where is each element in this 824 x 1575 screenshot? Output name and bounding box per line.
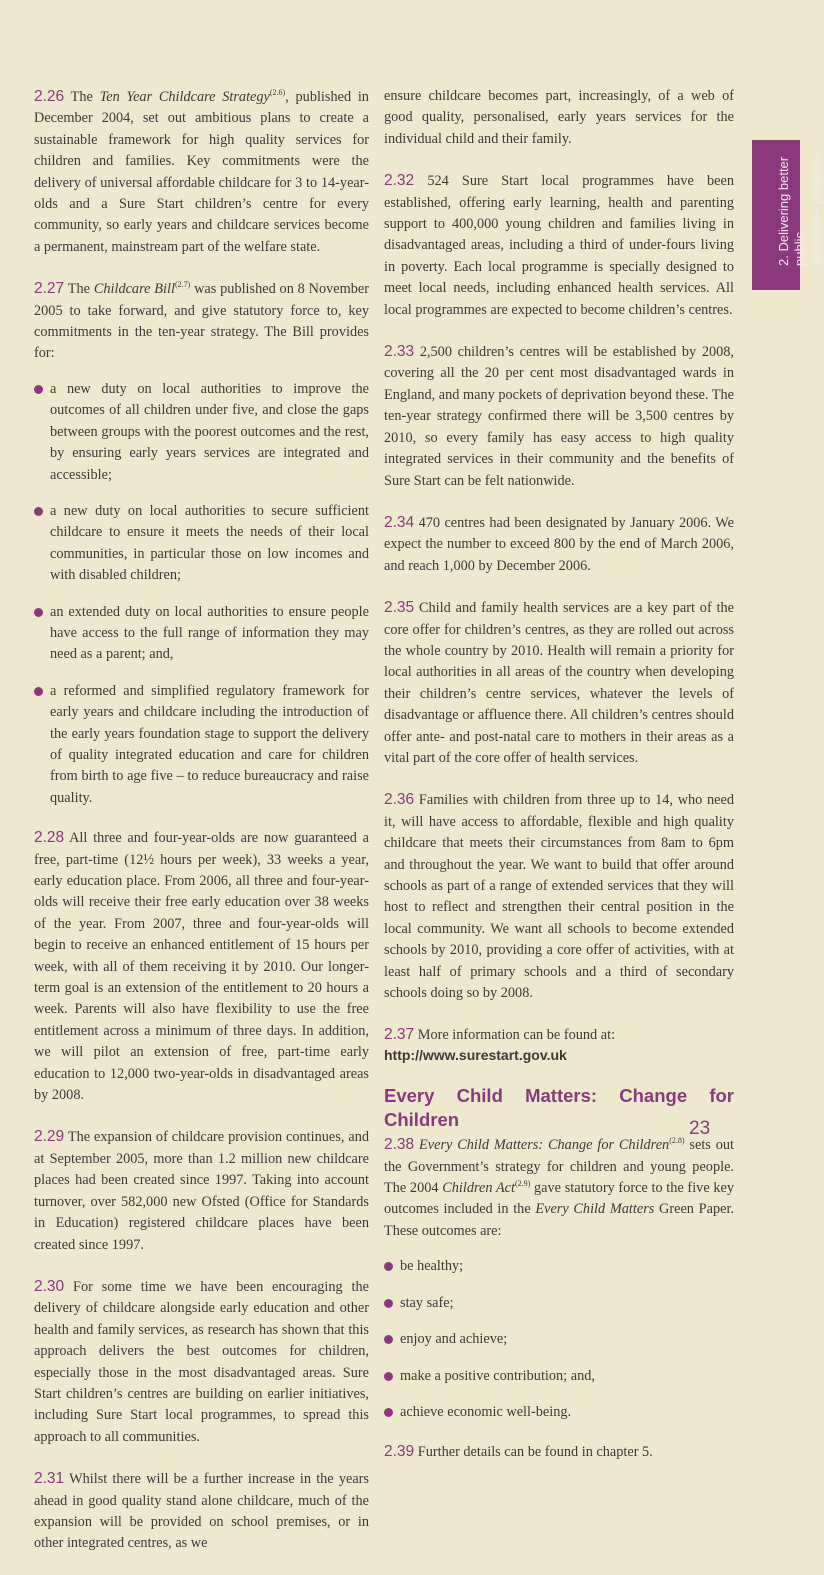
bullet-icon: [34, 385, 43, 394]
reference-marker: (2.6): [269, 88, 286, 98]
paragraph-2-33: 2.33 2,500 children’s centres will be established by 2008, covering all the 20 per cent most disadvantaged wards in England, and many pockets of deprivation beyond these. The ten-year strategy confirmed there will be 3,500 centres by 2010, so every family has easy access to high quality integrated services in their community and the benefits of Sure Start can be felt nationwide.: [384, 343, 734, 489]
paragraph-2-37: 2.37 More information can be found at:: [384, 1026, 616, 1044]
reference-marker: (2.7): [174, 280, 191, 290]
paragraph-2-31: 2.31 Whilst there will be a further increase in the years ahead in good quality stand alone childcare, much of the expansion will be provided on school premises, or in other integrated centres, as we: [34, 1470, 370, 1552]
publication-title: Every Child Matters: Change for Children: [419, 1137, 670, 1154]
paragraph-number: 2.33: [384, 343, 415, 361]
list-item: be healthy;: [384, 1256, 734, 1277]
left-column: [34, 86, 369, 1575]
paragraph-2-28: 2.28 All three and four-year-olds are now guaranteed a free, part-time (12½ hours per week), 33 weeks a year, early education place. From 2006, all three and four-year-olds will receive their free early education over 38 weeks of the year. From 2007, three and four-year-olds will begin to receive an enhanced entitlement of 15 hours per week, with all of them receiving it by 2010. Our longer-term goal is an extension of the entitlement to 20 hours a week. Parents will also have flexibility to use the free entitlement across a minimum of three days. In addition, we will pilot an extension of free, part-time early education to 12,000 two-year-olds in disadvantaged areas by 2008.: [34, 829, 369, 1104]
paragraph-number: 2.30: [34, 1277, 65, 1295]
paragraph-number: 2.27: [34, 280, 65, 298]
paragraph-number: 2.39: [384, 1443, 415, 1461]
publication-title: Childcare Bill: [93, 281, 175, 298]
paragraph-2-29: 2.29 The expansion of childcare provision continues, and at September 2005, more than 1.2 million new childcare places had been created since 1997. Taking into account turnover, over 582,000 new Ofsted (Office for Standards in Education) registered childcare places have been created since 1997.: [34, 1128, 369, 1253]
page-number: 23: [689, 1118, 711, 1139]
section-heading: Every Child Matters: Change for Children: [384, 1085, 734, 1131]
bullet-icon: [34, 507, 43, 516]
bullet-icon: [34, 608, 43, 617]
bullet-icon: [384, 1262, 393, 1271]
list-item: stay safe;: [384, 1293, 734, 1314]
list-item: an extended duty on local authorities to ensure people have access to the full range of information they may need as a parent; and,: [34, 602, 369, 666]
paragraph-2-35: 2.35 Child and family health services are a key part of the core offer for children’s centres, as they are rolled out across the whole country by 2010. Health will remain a priority for local authorities in all areas of the country when developing their children’s centre services, whatever the levels of disadvantage or affluence there. All children’s centres should offer ante- and post-natal care to mothers in their areas as a vital part of the core offer of health services.: [384, 599, 734, 766]
bullet-icon: [384, 1335, 393, 1344]
paragraph-number: 2.32: [384, 172, 415, 190]
publication-title: Ten Year Childcare Strategy: [99, 89, 270, 105]
paragraph-number: 2.28: [34, 829, 65, 847]
publication-title: Every Child Matters: [535, 1201, 655, 1218]
paragraph-number: 2.38: [384, 1136, 415, 1154]
outcomes-list: [384, 1256, 734, 1423]
right-column: [384, 86, 734, 1484]
bill-provisions-list: [34, 379, 369, 809]
paragraph-number: 2.37: [384, 1026, 415, 1044]
surestart-link[interactable]: http://www.surestart.gov.uk: [384, 1046, 567, 1063]
reference-marker: (2.8): [669, 1136, 685, 1146]
bullet-icon: [384, 1299, 393, 1308]
paragraph-2-27: 2.27 The Childcare Bill$^{(2.7)}$ was published on 8 November 2005 to take forward, and give statutory force to, key commitments in the ten-year strategy. The Bill provides for:: [34, 280, 369, 362]
paragraph-number: 2.29: [34, 1128, 65, 1146]
list-item: a new duty on local authorities to secure sufficient childcare to ensure it meets the needs of their local communities, in particular those on low incomes and with disabled children;: [34, 501, 369, 587]
list-item: a reformed and simplified regulatory framework for early years and childcare including the introduction of the early years foundation stage to support the delivery of quality integrated education and care for children from birth to age five – to reduce bureaucracy and raise quality.: [34, 681, 369, 809]
paragraph-number: 2.31: [34, 1470, 65, 1488]
list-item: enjoy and achieve;: [384, 1329, 734, 1350]
paragraph-2-31-continued: ensure childcare becomes part, increasingly, of a web of good quality, personalised, early years services for the individual child and their family.: [384, 88, 734, 147]
paragraph-number: 2.35: [384, 599, 415, 617]
list-item: achieve economic well-being.: [384, 1402, 734, 1423]
paragraph-number: 2.34: [384, 513, 415, 531]
paragraph-2-26: 2.26 The Ten Year Childcare Strategy$^{(2.6)}$, published in December 2004, set out ambitious plans to create a sustainable framework for high quality services for children and families. Key commitments were the delivery of universal affordable childcare for 3 to 14-year-olds and a Sure Start children’s centre for every community, so early years and childcare services become a permanent, mainstream part of the welfare state.: [34, 88, 369, 255]
paragraph-2-38: 2.38 Every Child Matters: Change for Children$^{(2.8)}$ sets out the Government’s strategy for children and young people. The 2004 Children Act$^{(2.9)}$ gave statutory force to the five key outcomes included in the Every Child Matters Green Paper. These outcomes are:: [384, 1136, 734, 1239]
paragraph-number: 2.36: [384, 791, 415, 809]
paragraph-2-32: 2.32 524 Sure Start local programmes have been established, offering early learning, health and parenting support to 400,000 young children and families living in disadvantaged areas, including a third of under-fours living in poverty. Each local programme is specially designed to meet local needs, including enhanced health services. All local programmes are expected to become children’s centres.: [384, 172, 734, 318]
bullet-icon: [384, 1408, 393, 1417]
list-item: a new duty on local authorities to improve the outcomes of all children under five, and close the gaps between groups with the poorest outcomes and the rest, by ensuring early years services are integrated and accessible;: [34, 379, 369, 486]
publication-title: Children Act: [442, 1180, 515, 1197]
bullet-icon: [34, 687, 43, 696]
reference-marker: (2.9): [515, 1179, 531, 1189]
paragraph-2-30: 2.30 For some time we have been encouraging the delivery of childcare alongside early education and other health and family services, as research has shown that this approach delivers the best outcomes for children, especially those in the most disadvantaged areas. Sure Start children’s centres are building on earlier initiatives, including Sure Start local programmes, to spread this approach to all communities.: [34, 1277, 369, 1445]
paragraph-number: 2.26: [34, 88, 65, 105]
chapter-side-tab: [752, 140, 823, 290]
chapter-side-tab-label: 2. Delivering better public services – progress: [776, 153, 823, 266]
bullet-icon: [384, 1372, 393, 1381]
paragraph-2-39: 2.39 Further details can be found in chapter 5.: [384, 1443, 653, 1461]
paragraph-2-36: 2.36 Families with children from three up to 14, who need it, will have access to affordable, flexible and high quality childcare that meets their circumstances from 8am to 6pm and throughout the year. We want to build that offer around schools as part of a range of extended services that they will host to reflect and strengthen their central position in the local community. We want all schools to become extended schools by 2010, providing a core offer of activities, with at least half of primary schools and a third of secondary schools doing so by 2008.: [384, 791, 735, 1002]
list-item: make a positive contribution; and,: [384, 1366, 734, 1387]
paragraph-2-34: 2.34 470 centres had been designated by January 2006. We expect the number to exceed 800 by the end of March 2006, and reach 1,000 by December 2006.: [384, 513, 734, 574]
